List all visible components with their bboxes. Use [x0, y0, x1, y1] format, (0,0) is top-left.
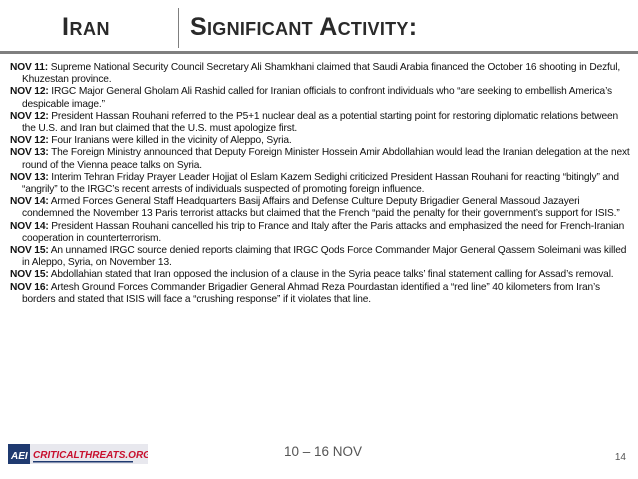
activity-entry [10, 135, 630, 147]
activity-text: Interim Tehran Friday Prayer Leader Hojjat ol Eslam Kazem Sedighi criticized President Hassan Rouhani for reacting “bitingly” and “angrily” to the IRGC’s recent arrests of individuals suspected of promoting foreign influence. [22, 171, 619, 196]
activity-text: The Foreign Ministry announced that Deputy Foreign Minister Hossein Amir Abdollahian would lead the Iranian delegation at the next round of the Vienna peace talks on Syria. [22, 147, 630, 171]
activity-date: NOV 14: [10, 196, 49, 208]
activity-text: An unnamed IRGC source denied reports claiming that IRGC Qods Force Commander Major General Qassem Soleimani was killed in Aleppo, Syria, on November 13. [22, 245, 627, 269]
activity-text: Supreme National Security Council Secretary Ali Shamkhani claimed that Saudi Arabia financed the October 16 shooting in Dezful, Khuzestan province. [22, 62, 621, 86]
activity-text: Abdollahian stated that Iran opposed the inclusion of a clause in the Syria peace talks’ final statement calling for Assad’s removal. [48, 269, 614, 281]
activity-date: NOV 12: [10, 86, 49, 98]
activity-text: Armed Forces General Staff Headquarters Basij Affairs and Defense Culture Deputy Brigadier General Massoud Jazayeri condemned the November 13 Paris terrorist attacks but claimed that the French “paid the penalty for their government’s support for ISIS.” [22, 196, 620, 220]
title-divider [178, 8, 179, 48]
activity-entry [10, 172, 630, 196]
activity-text: Four Iranians were killed in the vicinity of Aleppo, Syria. [48, 135, 292, 147]
activity-date: NOV 15: [10, 245, 49, 257]
activity-entry [10, 282, 630, 306]
activity-text: President Hassan Rouhani cancelled his trip to France and Italy after the Paris attacks and emphasized the need for French-Iranian cooperation in counterterrorism. [22, 220, 625, 244]
activity-date: NOV 13: [10, 147, 49, 159]
activity-entry [10, 111, 630, 135]
activity-date: NOV 16: [10, 281, 49, 293]
activity-date: NOV 15: [10, 269, 49, 281]
activity-list [10, 62, 630, 306]
activity-date: NOV 12: [10, 110, 49, 122]
footer-date-range: 10 – 16 NOV [284, 444, 363, 459]
activity-date: NOV 13: [10, 171, 49, 183]
activity-text: IRGC Major General Gholam Ali Rashid called for Iranian officials to confront individuals who “are seeking to embellish America’s despicable image.” [22, 86, 612, 110]
page-title-iran: Iran [62, 13, 110, 41]
page-number: 14 [614, 452, 626, 463]
activity-text: President Hassan Rouhani referred to the P5+1 nuclear deal as a potential starting point for restoring diplomatic relations between the U.S. and Iran but claimed that the U.S. must apologize first. [22, 110, 619, 135]
activity-entry [10, 269, 630, 281]
title-rule [0, 51, 638, 54]
logo-text: CRITICALTHREATS.ORG [33, 450, 148, 461]
activity-entry [10, 147, 630, 171]
activity-date: NOV 11: [10, 62, 49, 73]
critical-threats-logo-icon [8, 440, 148, 470]
title-bar [0, 0, 638, 52]
activity-entry [10, 221, 630, 245]
activity-date: NOV 14: [10, 220, 49, 232]
logo-prefix: AEI [11, 451, 28, 462]
page-title-activity: Significant Activity: [190, 13, 418, 41]
activity-text: Artesh Ground Forces Commander Brigadier General Ahmad Reza Pourdastan identified a “red line” 40 kilometers from Iran’s borders and stated that ISIS will face a “crushing response” if it violates that line. [22, 281, 600, 305]
activity-entry [10, 86, 630, 110]
activity-entry [10, 245, 630, 269]
activity-entry [10, 62, 630, 86]
activity-date: NOV 12: [10, 135, 49, 147]
critical-threats-logo [8, 440, 148, 470]
activity-entry [10, 196, 630, 220]
